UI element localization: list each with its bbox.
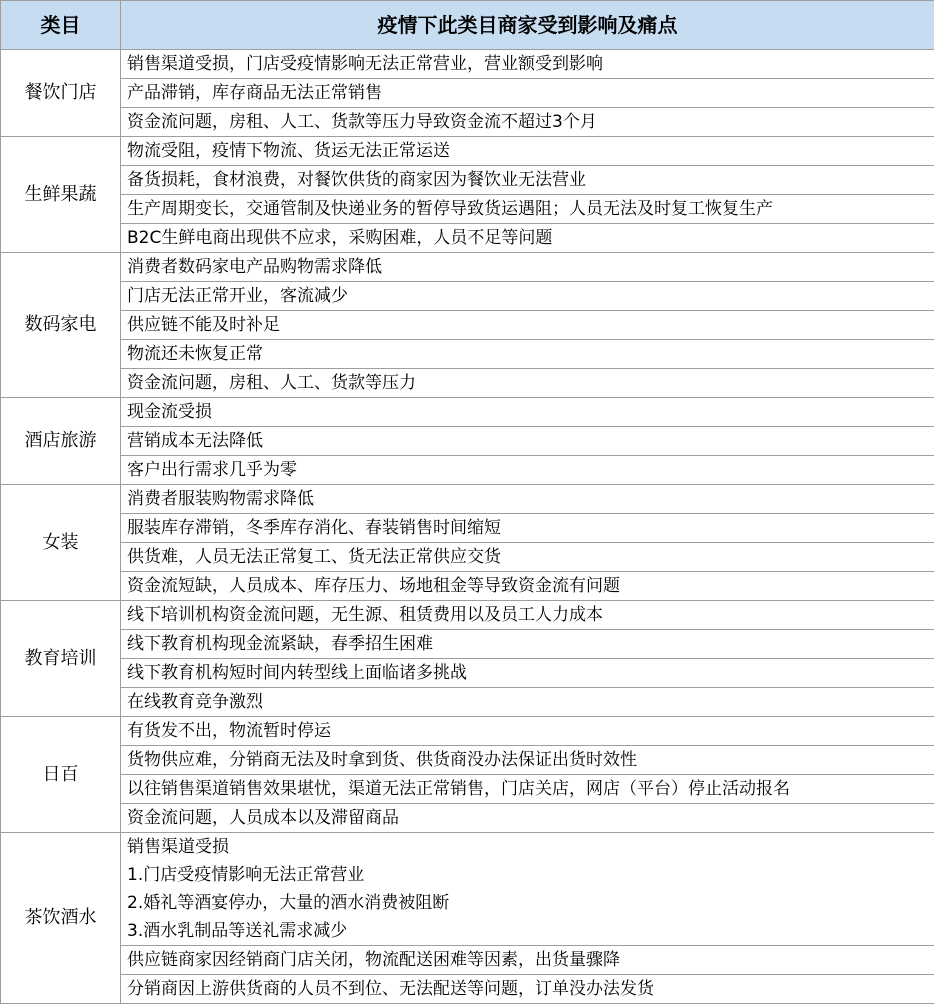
table-row: [1, 543, 934, 572]
category-cell: 女装: [1, 485, 121, 601]
issue-cell: 生产周期变长，交通管制及快递业务的暂停导致货运遇阻；人员无法及时复工恢复生产: [121, 195, 934, 224]
issue-cell: 客户出行需求几乎为零: [121, 456, 934, 485]
issue-cell: 供应链商家因经销商门店关闭，物流配送困难等因素，出货量骤降: [121, 946, 934, 975]
issue-cell: 现金流受损: [121, 398, 934, 427]
issue-cell: 消费者数码家电产品购物需求降低: [121, 253, 934, 282]
issue-cell: 资金流短缺，人员成本、库存压力、场地租金等导致资金流有问题: [121, 572, 934, 601]
header-row: [1, 1, 934, 50]
issue-cell: 线下培训机构资金流问题，无生源、租赁费用以及员工人力成本: [121, 601, 934, 630]
category-cell: 茶饮酒水: [1, 833, 121, 1004]
issue-cell: 服装库存滞销，冬季库存消化、春装销售时间缩短: [121, 514, 934, 543]
table-row: [1, 282, 934, 311]
issue-cell: 以往销售渠道销售效果堪忧，渠道无法正常销售，门店关店，网店（平台）停止活动报名: [121, 775, 934, 804]
issue-cell: 货物供应难，分销商无法及时拿到货、供货商没办法保证出货时效性: [121, 746, 934, 775]
table-row: [1, 833, 934, 946]
issue-cell: B2C生鲜电商出现供不应求，采购困难，人员不足等问题: [121, 224, 934, 253]
table-row: [1, 804, 934, 833]
category-cell: 日百: [1, 717, 121, 833]
category-cell: 生鲜果蔬: [1, 137, 121, 253]
issue-cell: 线下教育机构短时间内转型线上面临诸多挑战: [121, 659, 934, 688]
table-row: [1, 108, 934, 137]
header-issues: 疫情下此类目商家受到影响及痛点: [121, 1, 934, 50]
table-row: [1, 398, 934, 427]
table-row: [1, 50, 934, 79]
table-row: [1, 688, 934, 717]
issue-cell: 线下教育机构现金流紧缺，春季招生困难: [121, 630, 934, 659]
table-row: [1, 775, 934, 804]
issue-cell: 资金流问题，人员成本以及滞留商品: [121, 804, 934, 833]
issue-cell: 有货发不出，物流暂时停运: [121, 717, 934, 746]
table-row: [1, 427, 934, 456]
issue-cell: 物流还未恢复正常: [121, 340, 934, 369]
table-row: [1, 572, 934, 601]
table-row: [1, 311, 934, 340]
category-cell: 酒店旅游: [1, 398, 121, 485]
table-row: [1, 369, 934, 398]
category-cell: 餐饮门店: [1, 50, 121, 137]
issue-cell: 备货损耗，食材浪费，对餐饮供货的商家因为餐饮业无法营业: [121, 166, 934, 195]
table-row: [1, 195, 934, 224]
issue-cell: 物流受阻，疫情下物流、货运无法正常运送: [121, 137, 934, 166]
issue-line: 销售渠道受损: [127, 833, 934, 861]
table-row: [1, 485, 934, 514]
issue-cell: 资金流问题，房租、人工、货款等压力: [121, 369, 934, 398]
table-row: [1, 137, 934, 166]
issue-cell: 产品滞销，库存商品无法正常销售: [121, 79, 934, 108]
table-row: [1, 79, 934, 108]
table-row: [1, 340, 934, 369]
issue-line: 3.酒水乳制品等送礼需求减少: [127, 917, 934, 945]
issue-cell-multiline: [121, 833, 934, 946]
category-cell: 数码家电: [1, 253, 121, 398]
category-cell: 教育培训: [1, 601, 121, 717]
table-row: [1, 166, 934, 195]
issue-line: 2.婚礼等酒宴停办，大量的酒水消费被阻断: [127, 889, 934, 917]
table-row: [1, 514, 934, 543]
table-row: [1, 975, 934, 1004]
issue-cell: 销售渠道受损，门店受疫情影响无法正常营业，营业额受到影响: [121, 50, 934, 79]
issue-cell: 消费者服装购物需求降低: [121, 485, 934, 514]
issue-cell: 在线教育竞争激烈: [121, 688, 934, 717]
issue-cell: 营销成本无法降低: [121, 427, 934, 456]
table-row: [1, 456, 934, 485]
issue-cell: 分销商因上游供货商的人员不到位、无法配送等问题，订单没办法发货: [121, 975, 934, 1004]
issue-cell: 供货难，人员无法正常复工、货无法正常供应交货: [121, 543, 934, 572]
header-category: 类目: [1, 1, 121, 50]
table-row: [1, 946, 934, 975]
table-row: [1, 224, 934, 253]
issue-line: 1.门店受疫情影响无法正常营业: [127, 861, 934, 889]
table-row: [1, 253, 934, 282]
table-row: [1, 659, 934, 688]
issue-cell: 门店无法正常开业，客流减少: [121, 282, 934, 311]
issue-cell: 资金流问题，房租、人工、货款等压力导致资金流不超过3个月: [121, 108, 934, 137]
issue-cell: 供应链不能及时补足: [121, 311, 934, 340]
table-row: [1, 717, 934, 746]
table-row: [1, 630, 934, 659]
table-row: [1, 601, 934, 630]
table-row: [1, 746, 934, 775]
